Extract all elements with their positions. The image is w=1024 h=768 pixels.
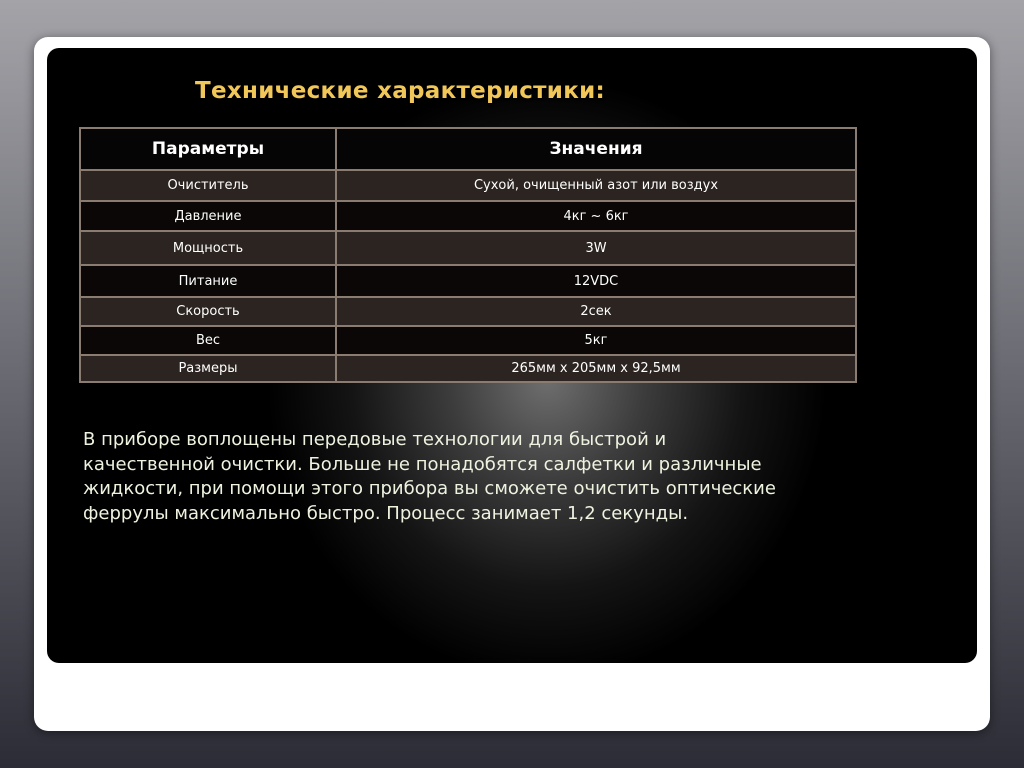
value-cell: 265мм x 205мм x 92,5мм bbox=[336, 355, 856, 382]
table-row bbox=[80, 201, 856, 231]
table-row bbox=[80, 265, 856, 297]
param-cell: Скорость bbox=[80, 297, 336, 326]
value-cell: 4кг ~ 6кг bbox=[336, 201, 856, 231]
header-parameters: Параметры bbox=[80, 128, 336, 170]
table-header-row bbox=[80, 128, 856, 170]
slide-panel bbox=[47, 48, 977, 663]
table-row bbox=[80, 355, 856, 382]
header-values: Значения bbox=[336, 128, 856, 170]
value-cell: Сухой, очищенный азот или воздух bbox=[336, 170, 856, 201]
param-cell: Питание bbox=[80, 265, 336, 297]
value-cell: 12VDC bbox=[336, 265, 856, 297]
value-cell: 3W bbox=[336, 231, 856, 265]
table-row bbox=[80, 326, 856, 355]
value-cell: 2сек bbox=[336, 297, 856, 326]
slide-title: Технические характеристики: bbox=[195, 78, 606, 104]
param-cell: Очиститель bbox=[80, 170, 336, 201]
value-cell: 5кг bbox=[336, 326, 856, 355]
description-text: В приборе воплощены передовые технологии для быстрой и качественной очистки. Больше не понадобятся салфетки и различные жидкости, при помощи этого прибора вы сможете очистить оптические феррулы максимально быстро. Процесс занимает 1,2 секунды. bbox=[83, 429, 776, 524]
param-cell: Размеры bbox=[80, 355, 336, 382]
spec-table bbox=[79, 127, 857, 383]
param-cell: Мощность bbox=[80, 231, 336, 265]
table-row bbox=[80, 297, 856, 326]
table-row bbox=[80, 231, 856, 265]
table-row bbox=[80, 170, 856, 201]
param-cell: Давление bbox=[80, 201, 336, 231]
param-cell: Вес bbox=[80, 326, 336, 355]
